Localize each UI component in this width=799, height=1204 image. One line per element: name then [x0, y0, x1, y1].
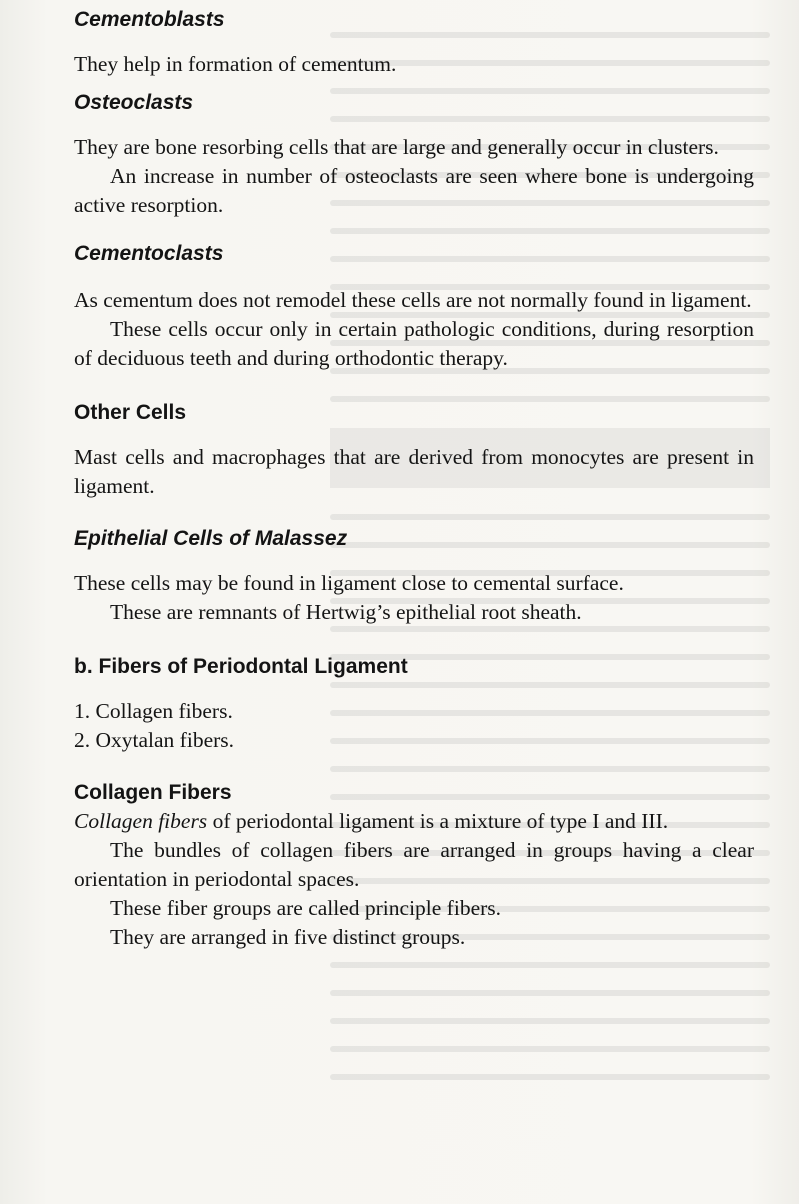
heading-fibers: b. Fibers of Periodontal Ligament: [74, 655, 408, 678]
paragraph: [74, 807, 754, 836]
heading-osteoclasts: Osteoclasts: [74, 91, 194, 114]
page-content: [74, 6, 754, 952]
heading-other-cells: Other Cells: [74, 401, 187, 424]
heading-cementoclasts: Cementoclasts: [74, 242, 224, 265]
fiber-list: [74, 697, 754, 755]
heading-cementoblasts: Cementoblasts: [74, 8, 225, 31]
heading-malassez: Epithelial Cells of Malassez: [74, 527, 348, 550]
paragraph: They are arranged in five distinct groups.: [110, 925, 466, 949]
paragraph: Mast cells and macrophages that are derived from monocytes are present in ligament.: [74, 445, 754, 498]
paragraph: They are bone resorbing cells that are large and generally occur in clusters.: [74, 135, 719, 159]
list-item: 2. Oxytalan fibers.: [74, 728, 235, 752]
paragraph: These cells occur only in certain pathologic conditions, during resorption of deciduous teeth and during orthodontic therapy.: [74, 317, 754, 370]
paragraph: These cells may be found in ligament close to cemental surface.: [74, 571, 624, 595]
paragraph: These fiber groups are called principle fibers.: [110, 896, 502, 920]
paragraph: As cementum does not remodel these cells are not normally found in ligament.: [74, 288, 752, 312]
paragraph: They help in formation of cementum.: [74, 52, 397, 76]
paragraph: The bundles of collagen fibers are arranged in groups having a clear orientation in periodontal spaces.: [74, 838, 754, 891]
paragraph: These are remnants of Hertwig’s epithelial root sheath.: [110, 600, 582, 624]
paragraph-text: of periodontal ligament is a mixture of type I and III.: [207, 809, 669, 833]
heading-collagen-fibers: Collagen Fibers: [74, 781, 232, 804]
paragraph: An increase in number of osteoclasts are seen where bone is undergoing active resorption.: [74, 164, 754, 217]
list-item: 1. Collagen fibers.: [74, 699, 233, 723]
italic-term: Collagen fibers: [74, 809, 208, 833]
